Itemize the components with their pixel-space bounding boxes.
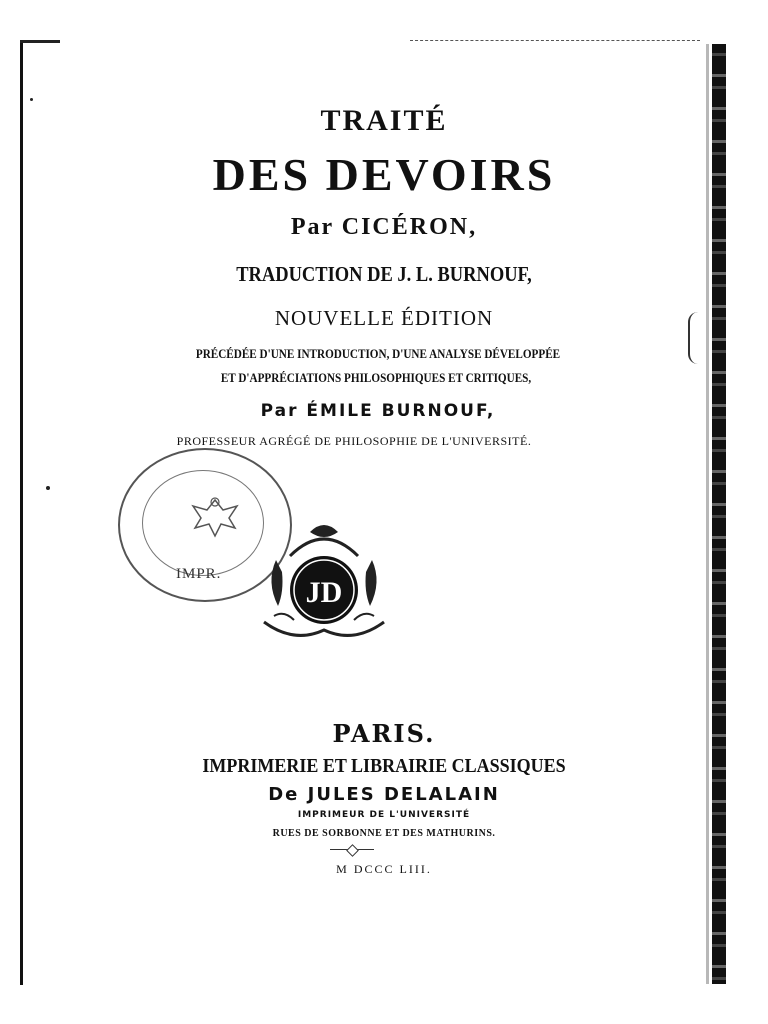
imprint-address: RUES DE SORBONNE ET DES MATHURINS.	[272, 828, 496, 839]
edition-line: NOUVELLE ÉDITION	[274, 306, 494, 330]
preface-line-1: PRÉCÉDÉE D'UNE INTRODUCTION, D'UNE ANALYSE DÉVELOPPÉE	[195, 346, 561, 361]
imprint-year: M DCCC LIII.	[336, 862, 432, 876]
scan-corner-mark	[20, 40, 60, 43]
eagle-icon	[185, 492, 245, 542]
title-line-1: TRAITÉ	[320, 104, 448, 137]
stamp-text: IMPR.	[176, 566, 222, 582]
ink-speck	[46, 486, 50, 490]
imprint-city: PARIS.	[332, 719, 436, 748]
editor-title-line: PROFESSEUR AGRÉGÉ DE PHILOSOPHIE DE L'UNIVERSITÉ.	[176, 434, 532, 448]
title-line-2: DES DEVOIRS	[212, 149, 556, 200]
imprint-printer: IMPRIMEUR DE L'UNIVERSITÉ	[297, 810, 471, 820]
imprint-publisher: IMPRIMERIE ET LIBRAIRIE CLASSIQUES	[202, 755, 566, 777]
ornamental-rule-diamond	[346, 844, 359, 857]
preface-line-2: ET D'APPRÉCIATIONS PHILOSOPHIQUES ET CRITIQUES,	[220, 370, 532, 385]
author-line: Par CICÉRON,	[290, 214, 478, 240]
translation-line: TRADUCTION DE J. L. BURNOUF,	[236, 262, 532, 286]
ink-speck	[30, 98, 33, 101]
monogram-text: JD	[305, 576, 343, 609]
scan-top-border	[410, 40, 700, 42]
editor-line: Par ÉMILE BURNOUF,	[260, 401, 496, 421]
imprint-publisher-name: De JULES DELALAIN	[268, 784, 500, 805]
publisher-emblem-icon	[254, 512, 394, 652]
